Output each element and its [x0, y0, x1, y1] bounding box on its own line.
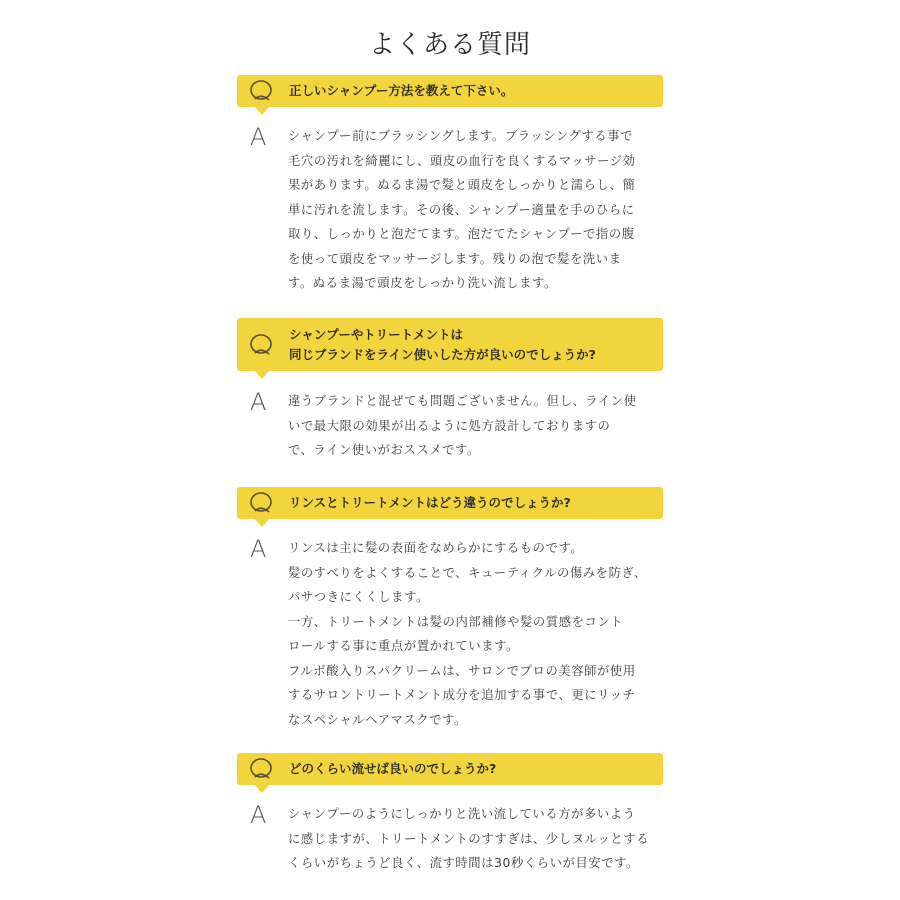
a-letter-icon: A — [250, 388, 267, 416]
answer-line: するサロントリートメント成分を追加する事で、更にリッチ — [288, 688, 636, 702]
answer-line: ロールする事に重点が置かれています。 — [288, 639, 519, 653]
question-text: 同じブランドをライン使いした方が良いのでしょうか? — [289, 346, 596, 362]
faq-question-2 — [237, 318, 663, 371]
answer-line: す。ぬるま湯で頭皮をしっかり洗い流します。 — [288, 276, 557, 290]
answer-line: 単に汚れを流します。その後、シャンプー適量を手のひらに — [288, 202, 635, 217]
faq-question-4 — [237, 753, 663, 785]
answer-line: 違うブランドと混ぜても問題ございません。但し、ライン使 — [288, 394, 637, 408]
a-letter-icon: A — [250, 535, 267, 563]
q-letter-icon — [249, 79, 273, 103]
answer-line: を使って頭皮をマッサージします。残りの泡で髪を洗いま — [288, 251, 622, 266]
answer-line: 取り、しっかりと泡だてます。泡だてたシャンプーで指の腹 — [288, 227, 635, 241]
answer-line: シャンプー前にブラッシングします。ブラッシングする事で — [288, 129, 634, 143]
answer-line: シャンプーのようにしっかりと洗い流している方が多いよう — [288, 807, 636, 821]
question-text: シャンプーやトリートメントは — [289, 326, 464, 342]
q-letter-icon — [249, 333, 273, 357]
answer-line: パサつきにくくします。 — [288, 590, 429, 604]
question-text: 正しいシャンプー方法を教えて下さい。 — [289, 83, 514, 98]
answer-line: 毛穴の汚れを綺麗にし、頭皮の血行を良くするマッサージ効 — [288, 153, 636, 168]
question-text: どのくらい流せば良いのでしょうか? — [289, 761, 497, 776]
answer-line: なスペシャルヘアマスクです。 — [288, 712, 467, 727]
answer-line: に感じますが、トリートメントのすすぎは、少しヌルッとする — [288, 831, 650, 846]
answer-line: フルボ酸入りスパクリームは、サロンでプロの美容師が使用 — [288, 663, 636, 678]
answer-line: リンスは主に髪の表面をなめらかにするものです。 — [288, 541, 584, 555]
question-text: リンスとトリートメントはどう違うのでしょうか? — [289, 495, 571, 510]
q-letter-icon — [249, 757, 273, 781]
faq-question-1 — [237, 75, 663, 107]
answer-line: くらいがちょうど良く、流す時間は30秒くらいが目安です。 — [288, 856, 639, 870]
a-letter-icon: A — [250, 123, 267, 151]
a-letter-icon: A — [250, 801, 267, 829]
page-title: よくある質問 — [368, 30, 531, 60]
answer-line: 一方、トリートメントは髪の内部補修や髪の質感をコント — [288, 614, 624, 629]
faq-question-3 — [237, 487, 663, 519]
answer-line: 髪のすべりをよくすることで、キューティクルの傷みを防ぎ、 — [288, 565, 647, 580]
answer-line: いで最大限の効果が出るように処方設計しておりますの — [288, 418, 611, 433]
answer-line: 果があります。ぬるま湯で髪と頭皮をしっかりと濡らし、簡 — [288, 178, 636, 192]
q-letter-icon — [249, 491, 273, 515]
answer-line: で、ライン使いがおススメです。 — [288, 443, 480, 457]
